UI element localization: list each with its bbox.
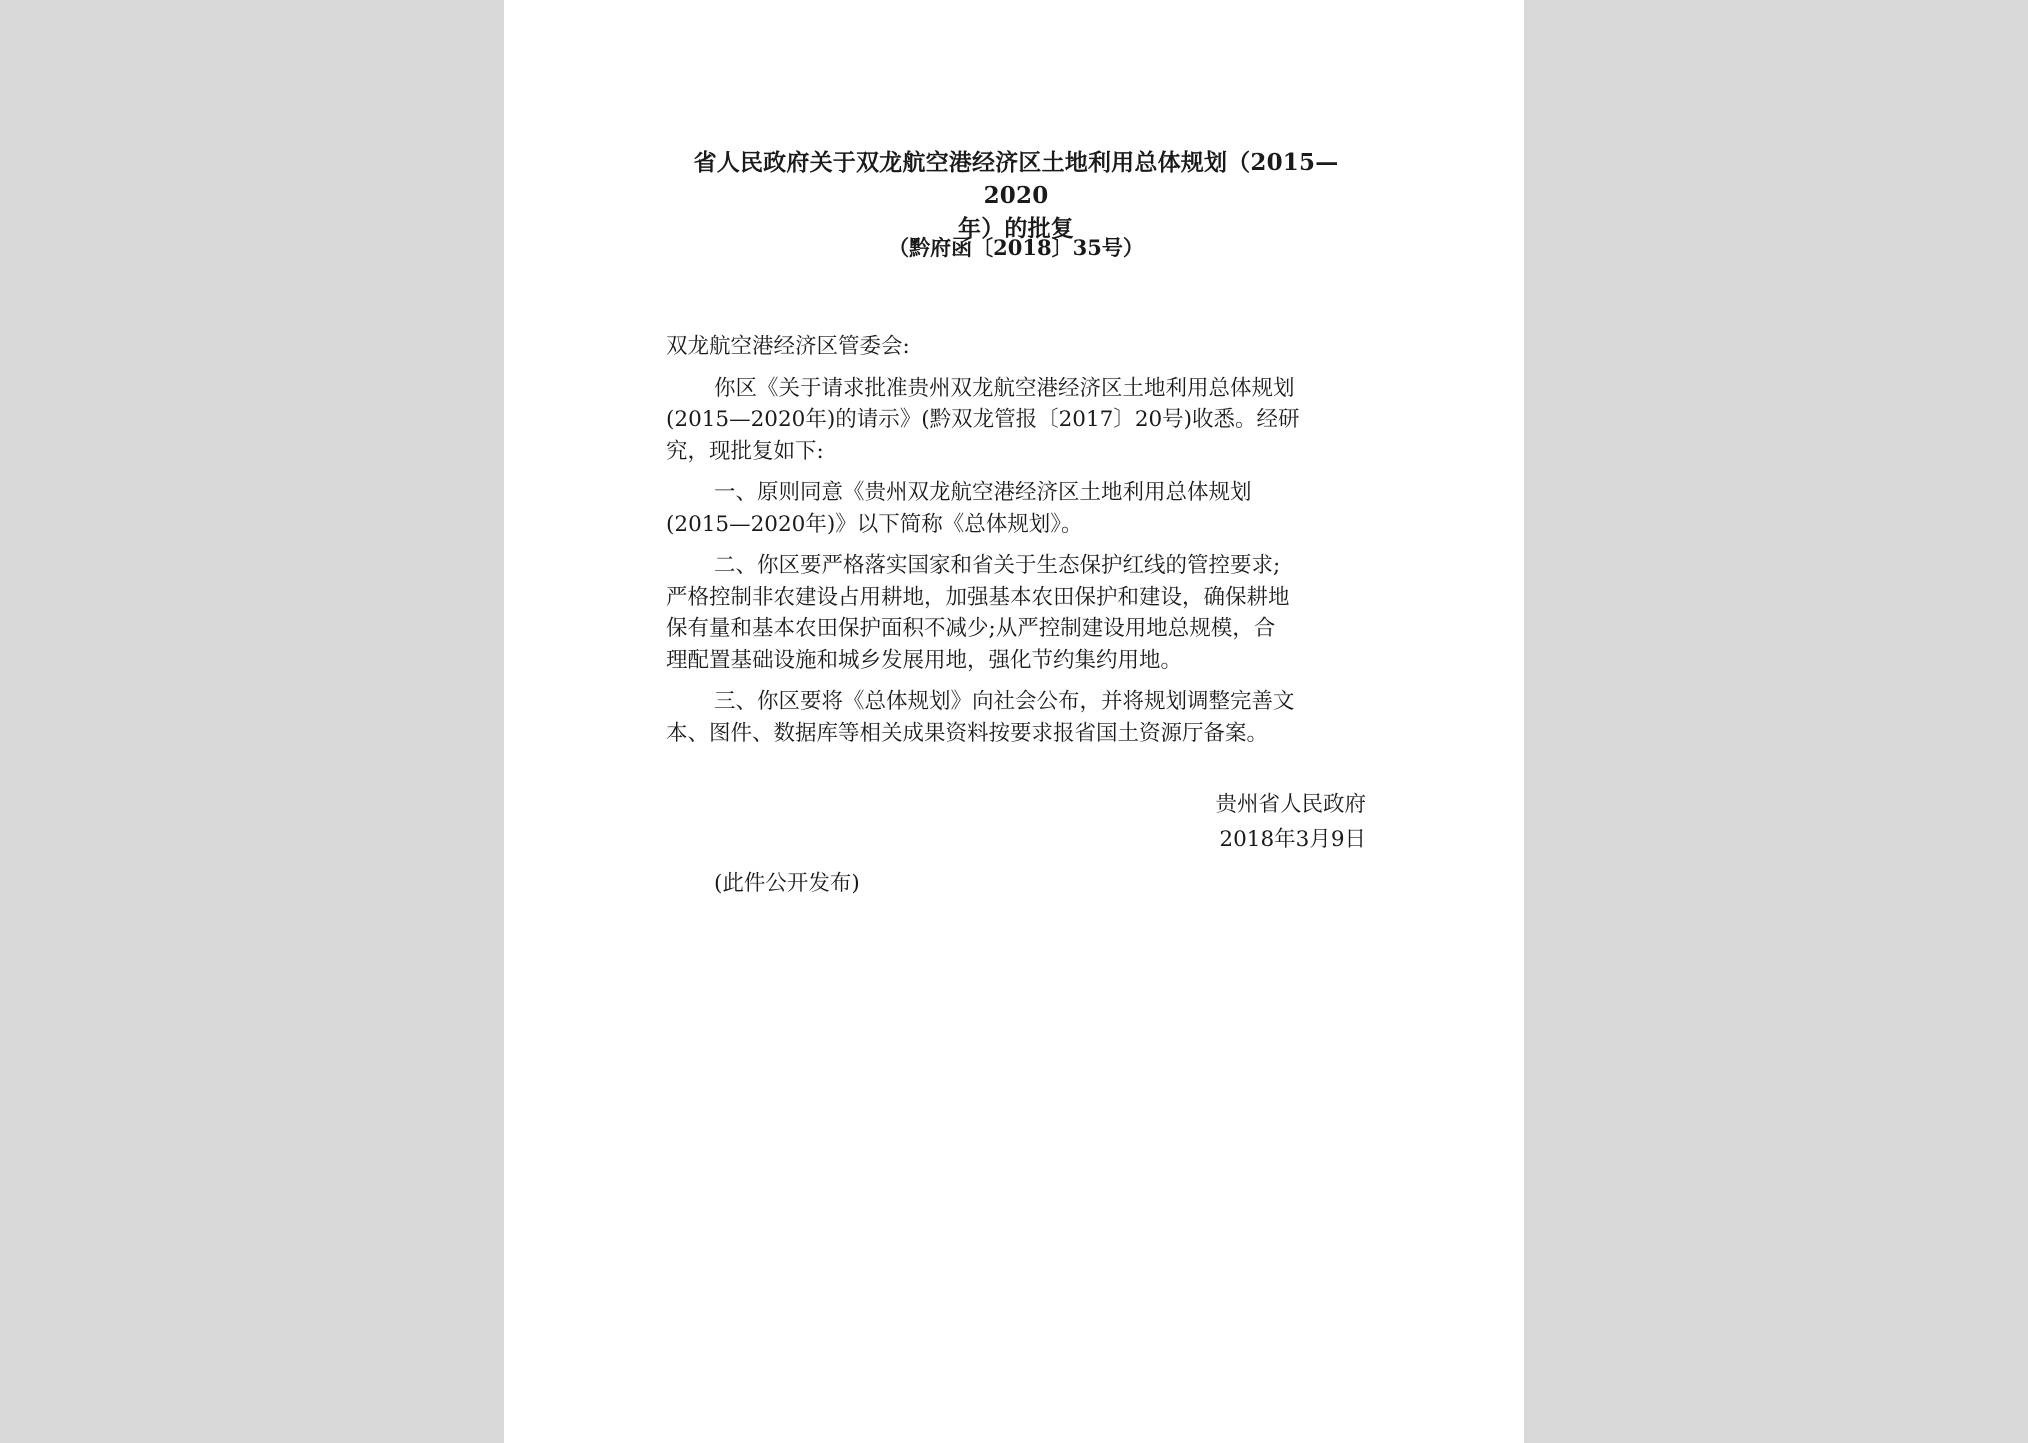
paragraph-line: (2015—2020年)的请示》(黔双龙管报〔2017〕20号)收悉。经研 [666,407,1300,432]
paragraph-line: 你区《关于请求批准贵州双龙航空港经济区土地利用总体规划 [714,375,1295,401]
signature-block [1215,787,1366,857]
paragraph-line: 二、你区要严格落实国家和省关于生态保护红线的管控要求; [714,553,1281,578]
paragraph-line: 本、图件、数据库等相关成果资料按要求报省国土资源厅备案。 [666,720,1269,746]
paragraph-line: 理配置基础设施和城乡发展用地，强化节约集约用地。 [666,647,1183,673]
paragraph-line: 一、原则同意《贵州双龙航空港经济区土地利用总体规划 [714,480,1252,505]
paragraph-line: 究，现批复如下: [666,438,824,464]
paragraph-4 [666,686,1366,749]
paragraph-2 [666,477,1366,540]
signature-date: 2018年3月9日 [1219,827,1366,852]
publication-note: (此件公开发布) [714,871,860,896]
paragraph-line: 保有量和基本农田保护面积不减少;从严控制建设用地总规模，合 [666,616,1276,641]
title-line-2: 年）的批复 [958,215,1074,242]
paragraph-line: (2015—2020年)》以下简称《总体规划》。 [666,511,1083,537]
signature-org: 贵州省人民政府 [1215,792,1366,817]
document-body [666,331,1366,749]
document-title [666,146,1366,245]
document-number: （黔府函〔2018〕35号） [888,235,1144,260]
title-line-1: 省人民政府关于双龙航空港经济区土地利用总体规划（2015—2020 [693,149,1339,209]
addressee: 双龙航空港经济区管委会: [666,334,910,359]
paragraph-1 [666,373,1366,468]
paragraph-3 [666,550,1366,676]
paragraph-line: 严格控制非农建设占用耕地，加强基本农田保护和建设，确保耕地 [666,584,1290,610]
paragraph-line: 三、你区要将《总体规划》向社会公布，并将规划调整完善文 [714,689,1295,714]
document-page [504,0,1524,1443]
